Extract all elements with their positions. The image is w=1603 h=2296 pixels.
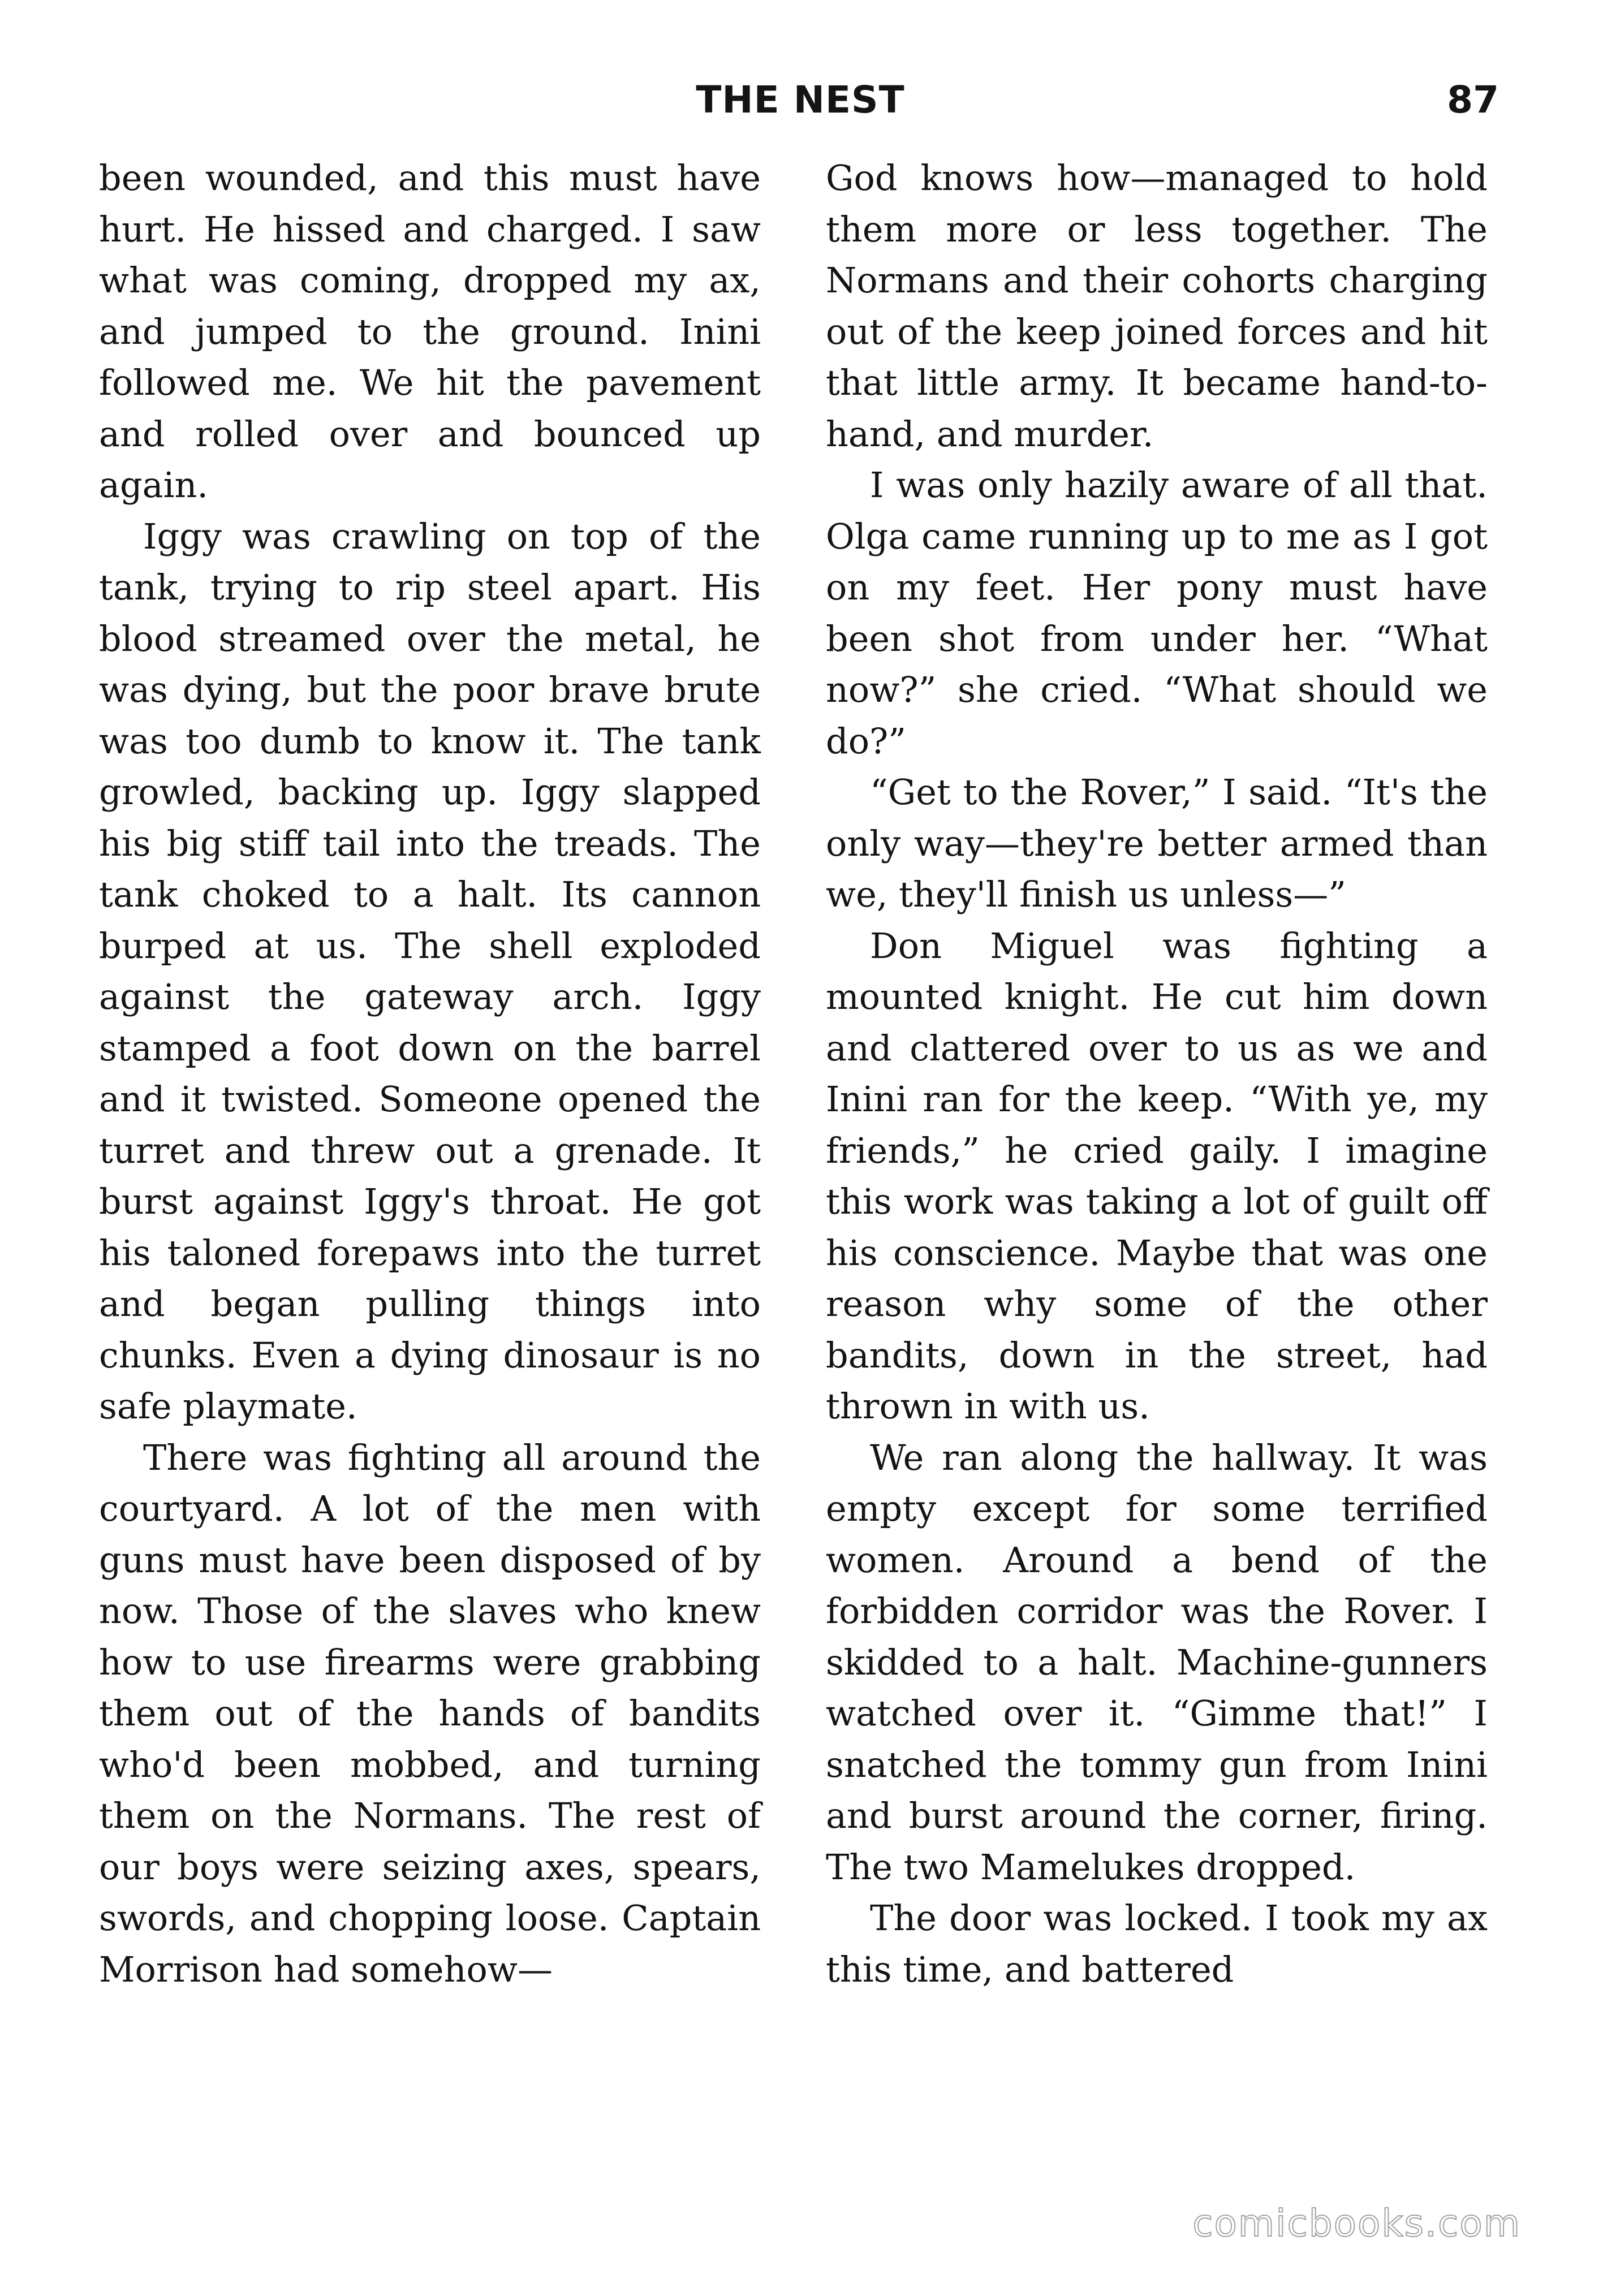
paragraph: Iggy was crawling on top of the tank, trying to rip steel apart. His blood streamed over the metal, he was dying, but the poor brave brute was too dumb to know it. The tank growled, backing up. Iggy slapped his big stiff tail into the treads. The tank choked to a halt. Its cannon burped at us. The shell exploded against the gateway arch. Iggy stamped a foot down on the barrel and it twisted. Someone opened the turret and threw out a grenade. It burst against Iggy's throat. He got his taloned forepaws into the turret and began pulling things into chunks. Even a dying dinosaur is no safe playmate.: [99, 515, 761, 1427]
page-number: 87: [1447, 78, 1499, 122]
paragraph: “Get to the Rover,” I said. “It's the only way—they're better armed than we, they'll finish us unless—”: [826, 771, 1488, 915]
left-column: [99, 153, 761, 1995]
paragraph: I was only hazily aware of all that. Olga came running up to me as I got on my feet. Her pony must have been shot from under her. “What now?” she cried. “What should we do?”: [826, 464, 1488, 762]
paragraph: God knows how—managed to hold them more or less together. The Normans and their cohorts charging out of the keep joined forces and hit that little army. It became hand-to-hand, and murder.: [826, 157, 1488, 455]
paragraph: The door was locked. I took my ax this time, and battered: [826, 1897, 1488, 1990]
right-column: [826, 153, 1488, 1995]
paragraph: Don Miguel was fighting a mounted knight. He cut him down and clattered over to us as we and Inini ran for the keep. “With ye, my friends,” he cried gaily. I imagine this work was taking a lot of guilt off his conscience. Maybe that was one reason why some of the other bandits, down in the street, had thrown in with us.: [826, 925, 1488, 1427]
running-title: THE NEST: [696, 78, 905, 122]
paragraph: been wounded, and this must have hurt. He hissed and charged. I saw what was coming, dropped my ax, and jumped to the ground. Inini followed me. We hit the pavement and rolled over and bounced up again.: [99, 157, 761, 506]
paragraph: We ran along the hallway. It was empty except for some terrified women. Around a bend of the forbidden corridor was the Rover. I skidded to a halt. Machine-gunners watched over it. “Gimme that!” I snatched the tommy gun from Inini and burst around the corner, firing. The two Mamelukes dropped.: [826, 1436, 1488, 1888]
page-header: [102, 68, 1499, 130]
watermark-text: comicbooks.com: [1192, 2202, 1521, 2245]
paragraph: There was fighting all around the courtyard. A lot of the men with guns must have been disposed of by now. Those of the slaves who knew how to use firearms were grabbing them out of the hands of bandits who'd been mobbed, and turning them on the Normans. The rest of our boys were seizing axes, spears, swords, and chopping loose. Captain Morrison had somehow—: [99, 1436, 761, 1990]
